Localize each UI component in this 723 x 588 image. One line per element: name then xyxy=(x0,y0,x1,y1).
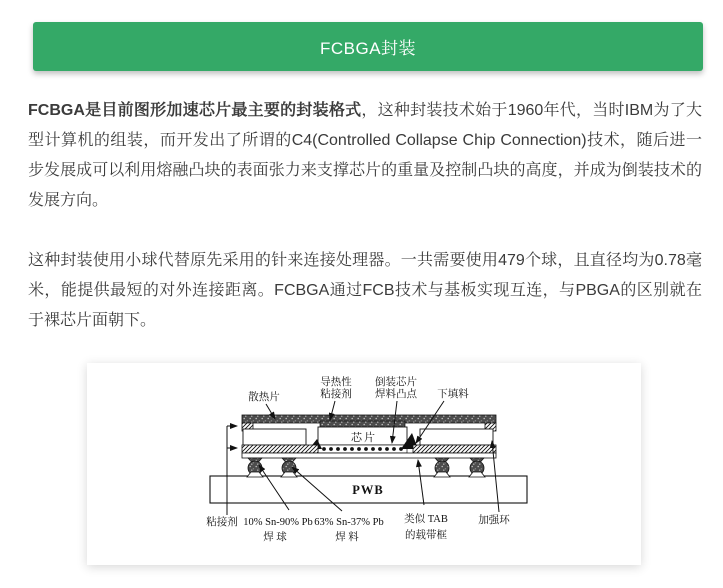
adhesive-hatch-bar-right xyxy=(413,445,496,453)
article-header xyxy=(33,22,703,71)
paragraph-1 xyxy=(28,96,702,216)
label-flip-chip-bump-line2: 焊料凸点 xyxy=(375,389,417,400)
label-chip: 芯片 xyxy=(351,432,377,444)
solder-ball-2 xyxy=(281,458,297,477)
label-pwb: PWB xyxy=(352,483,384,497)
label-ball: 焊 球 xyxy=(263,532,287,543)
label-ball-alloy: 10% Sn-90% Pb xyxy=(243,517,313,528)
fcbga-cross-section-diagram xyxy=(87,363,641,565)
tab-carrier-tape xyxy=(242,453,496,458)
label-adhesive: 粘接剂 xyxy=(206,517,238,528)
label-solder-alloy: 63% Sn-37% Pb xyxy=(314,517,384,528)
fcbga-diagram-image xyxy=(87,363,641,565)
stiffener-block-right xyxy=(420,429,493,445)
label-thermal-adhesive-line2: 粘接剂 xyxy=(320,389,352,400)
label-flip-chip-bump-line1: 倒装芯片 xyxy=(375,377,417,388)
stiffener-block-left xyxy=(243,429,306,445)
solder-ball-3 xyxy=(434,458,450,477)
thermal-adhesive-layer xyxy=(320,421,405,427)
solder-ball-4 xyxy=(469,458,485,477)
paragraph-1-bold: FCBGA是目前图形加速芯片最主要的封装格式 xyxy=(28,102,362,119)
label-thermal-adhesive-line1: 导热性 xyxy=(320,377,352,388)
paragraph-2-text: 这种封装使用小球代替原先采用的针来连接处理器。一共需要使用479个球，且直径均为0.78毫米，能提供最短的对外连接距离。FCBGA通过FCB技术与基板实现互连，与PBGA的区别就在于裸芯片面朝下。 xyxy=(28,252,702,329)
adhesive-hatch-bar-left xyxy=(242,445,318,453)
paragraph-2 xyxy=(28,246,702,336)
label-solder: 焊 料 xyxy=(335,532,359,543)
label-heatsink: 散热片 xyxy=(248,392,280,403)
label-stiffener-ring: 加强环 xyxy=(478,515,510,526)
article-title: FCBGA封装 xyxy=(319,39,417,58)
paragraph-1-text: ，这种封装技术始于1960年代，当时IBM为了大型计算机的组装，而开发出了所谓的C4(Controlled Collapse Chip Connection)技术，随后进一步发展成可以利用熔融凸块的表面张力来支撑芯片的重量及控制凸块的高度，并成为倒装技术的发展方向。 xyxy=(28,102,702,209)
label-underfill: 下填料 xyxy=(437,389,469,400)
label-tab-frame-line2: 的载带框 xyxy=(405,530,447,541)
label-tab-frame-line1: 类似 TAB xyxy=(404,514,448,525)
article-body xyxy=(28,96,702,336)
